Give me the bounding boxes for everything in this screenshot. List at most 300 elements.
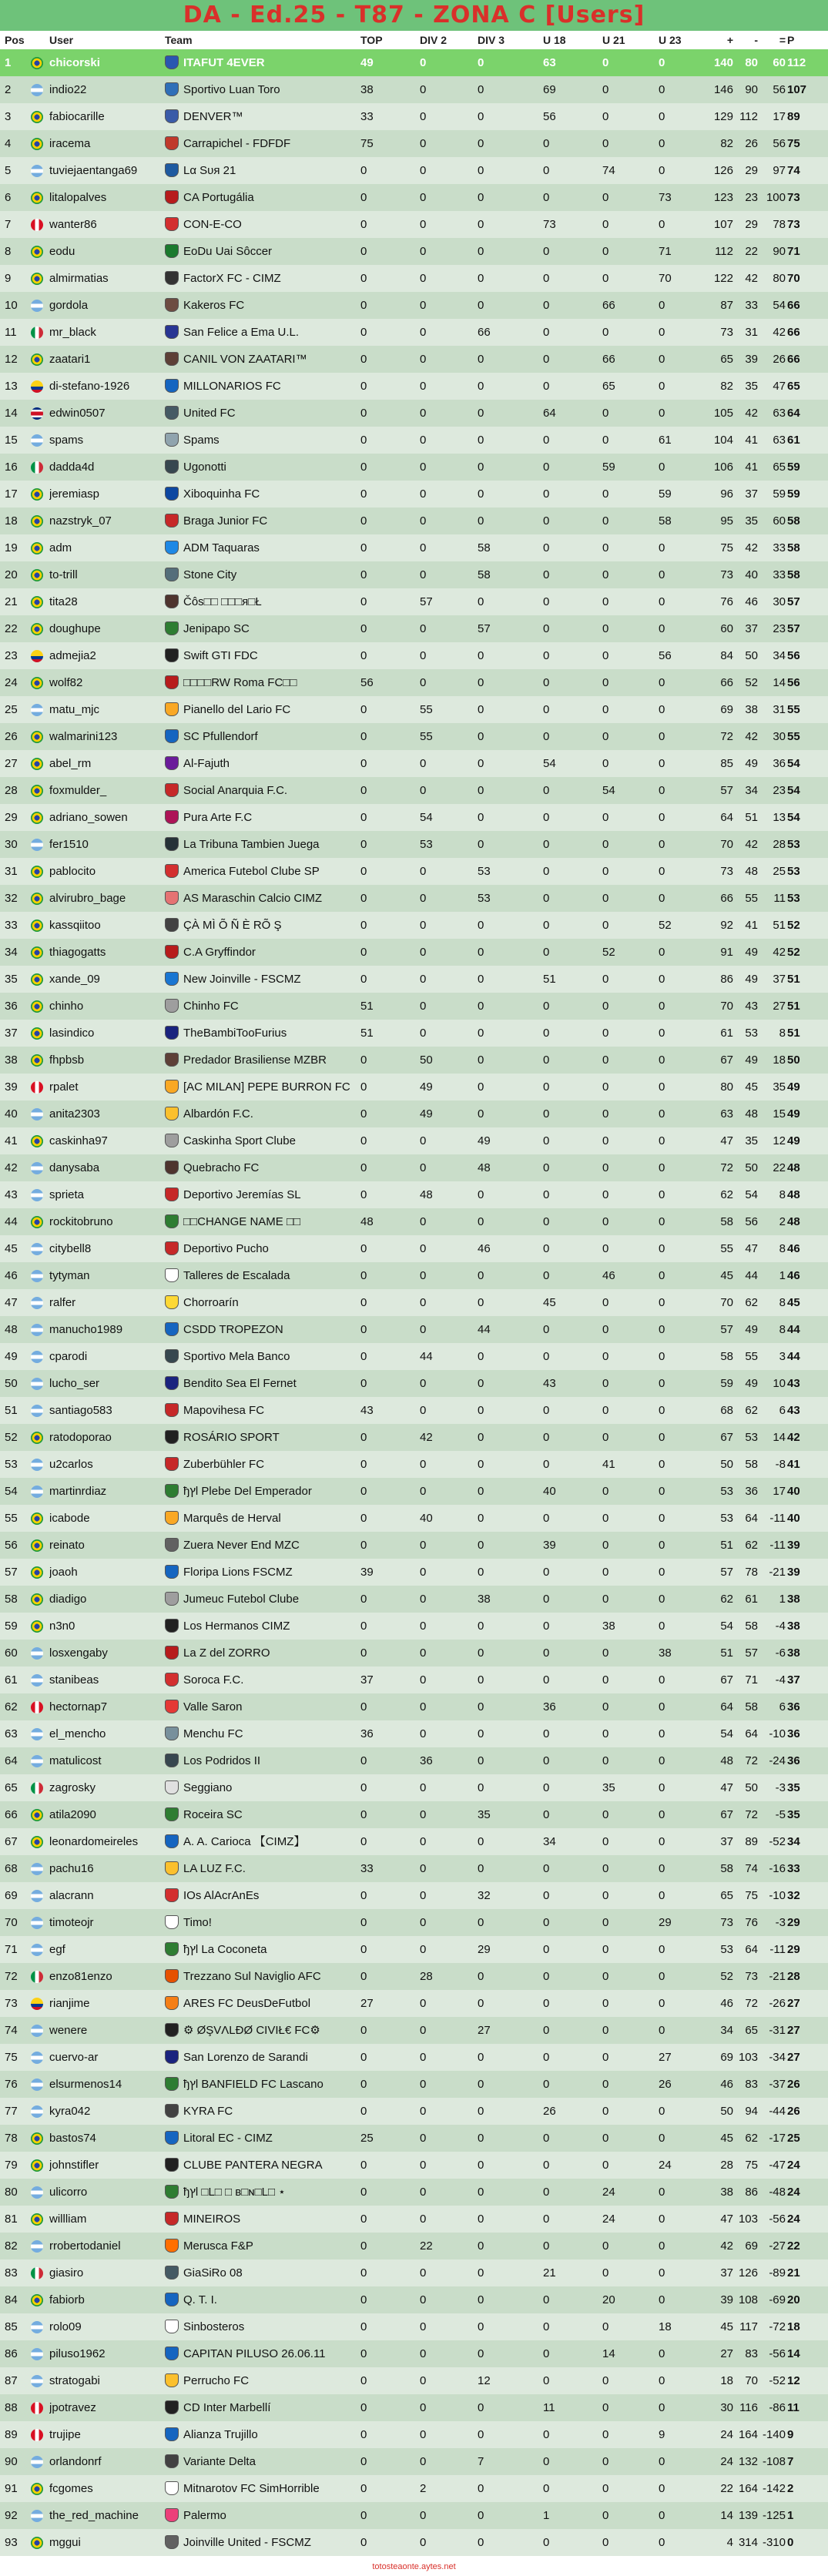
team-cell[interactable] [165, 2286, 357, 2313]
team-cell[interactable] [165, 912, 357, 939]
user-name[interactable]: rrobertodaniel [49, 2239, 121, 2253]
user-name[interactable]: tuviejaentanga69 [49, 164, 138, 177]
user-name[interactable]: cparodi [49, 1350, 88, 1363]
row-position: 49 [5, 1350, 18, 1363]
user-name[interactable]: indio22 [49, 83, 87, 96]
user-name[interactable]: elsurmenos14 [49, 2078, 122, 2091]
u23-score: 0 [659, 1566, 665, 1579]
team-cell[interactable] [165, 1127, 357, 1154]
user-name[interactable]: ralfer [49, 1296, 76, 1309]
u21-score: 0 [602, 919, 609, 932]
flag-cell [31, 1074, 48, 1100]
user-name[interactable]: diadigo [49, 1593, 87, 1606]
user-name[interactable]: losxengaby [49, 1646, 108, 1660]
top-score: 0 [360, 568, 367, 581]
points: 112 [787, 56, 806, 69]
div2-score: 0 [420, 1889, 427, 1902]
team-cell[interactable] [165, 481, 357, 507]
user-name[interactable]: fhpbsb [49, 1054, 85, 1067]
user-name[interactable]: atila2090 [49, 1808, 96, 1821]
top-score: 0 [360, 1296, 367, 1309]
team-cell[interactable] [165, 49, 357, 76]
user-name[interactable]: foxmulder_ [49, 784, 107, 797]
u18-score: 63 [543, 56, 556, 69]
team-cell[interactable] [165, 2044, 357, 2071]
team-cell[interactable] [165, 2152, 357, 2179]
team-crest-icon [165, 298, 179, 312]
goals-for: 76 [720, 595, 733, 608]
u23-score: 0 [659, 1269, 665, 1282]
user-name[interactable]: fcgomes [49, 2482, 93, 2495]
flag-cell [31, 2475, 48, 2502]
user-name[interactable]: di-stefano-1926 [49, 380, 130, 393]
div2-score: 0 [420, 2159, 427, 2172]
user-name[interactable]: citybell8 [49, 1242, 92, 1255]
row-position: 62 [5, 1700, 18, 1713]
goals-against: 42 [745, 407, 758, 420]
team-crest-icon [165, 1969, 179, 1983]
top-score: 0 [360, 1916, 367, 1929]
user-name[interactable]: rockitobruno [49, 1215, 113, 1228]
user-name[interactable]: almirmatias [49, 272, 109, 285]
team-cell[interactable] [165, 2071, 357, 2098]
team-cell[interactable] [165, 1855, 357, 1882]
team-cell[interactable] [165, 2017, 357, 2044]
goals-against: 76 [745, 1916, 758, 1929]
user-name[interactable]: martinrdiaz [49, 1485, 107, 1498]
team-cell[interactable] [165, 1316, 357, 1343]
team-cell[interactable] [165, 1208, 357, 1235]
user-name[interactable]: thiagogatts [49, 946, 106, 959]
team-cell[interactable] [165, 1047, 357, 1074]
flag-cell [31, 1882, 48, 1909]
flag-br-icon [31, 569, 43, 581]
user-name[interactable]: adriano_sowen [49, 811, 128, 824]
u18-score: 51 [543, 973, 556, 986]
div3-score: 0 [478, 2132, 484, 2145]
user-name[interactable]: el_mencho [49, 1727, 106, 1740]
team-cell[interactable] [165, 211, 357, 238]
team-cell[interactable] [165, 1370, 357, 1397]
user-name[interactable]: wanter86 [49, 218, 97, 231]
team-cell[interactable] [165, 561, 357, 588]
team-cell[interactable] [165, 2475, 357, 2502]
goals-for: 52 [720, 1970, 733, 1983]
user-name[interactable]: dadda4d [49, 461, 95, 474]
team-cell[interactable] [165, 103, 357, 130]
user-name[interactable]: kyra042 [49, 2105, 91, 2118]
team-cell[interactable] [165, 2179, 357, 2206]
row-position: 3 [5, 110, 12, 123]
flag-cell [31, 1289, 48, 1316]
user-name[interactable]: ratodoporao [49, 1431, 112, 1444]
user-name[interactable]: adm [49, 541, 72, 554]
team-cell[interactable] [165, 1801, 357, 1828]
team-cell[interactable] [165, 2233, 357, 2259]
user-name[interactable]: danysaba [49, 1161, 100, 1174]
team-cell[interactable] [165, 1451, 357, 1478]
points: 54 [787, 811, 800, 824]
team-cell[interactable] [165, 1020, 357, 1047]
user-name[interactable]: chinho [49, 1000, 84, 1013]
team-cell[interactable] [165, 292, 357, 319]
team-cell[interactable] [165, 265, 357, 292]
goal-diff: -142 [762, 2482, 786, 2495]
team-cell[interactable] [165, 2098, 357, 2125]
user-name[interactable]: timoteojr [49, 1916, 94, 1929]
user-name[interactable]: admejia2 [49, 649, 96, 662]
user-name[interactable]: wenere [49, 2024, 88, 2037]
user-name[interactable]: fabiocarille [49, 110, 105, 123]
flag-br-icon [31, 1836, 43, 1848]
u23-score: 61 [659, 434, 672, 447]
team-cell[interactable] [165, 1289, 357, 1316]
team-cell[interactable] [165, 2421, 357, 2448]
u23-score: 0 [659, 2105, 665, 2118]
user-name[interactable]: pachu16 [49, 1862, 94, 1875]
team-cell[interactable] [165, 346, 357, 373]
div2-score: 0 [420, 1458, 427, 1471]
points: 54 [787, 757, 800, 770]
team-name: Los Hermanos CIMZ [183, 1620, 290, 1633]
div3-score: 0 [478, 2293, 484, 2306]
team-cell[interactable] [165, 858, 357, 885]
user-name[interactable]: kassqiitoo [49, 919, 101, 932]
team-cell[interactable] [165, 1424, 357, 1451]
team-cell[interactable] [165, 885, 357, 912]
goal-diff: -48 [769, 2186, 786, 2199]
u18-score: 0 [543, 784, 550, 797]
team-name: ITAFUT 4EVER [183, 56, 265, 69]
user-name[interactable]: stratogabi [49, 2374, 100, 2387]
user-name[interactable]: doughupe [49, 622, 101, 635]
user-name[interactable]: bastos74 [49, 2132, 96, 2145]
user-name[interactable]: matulicost [49, 1754, 102, 1767]
goals-for: 46 [720, 2078, 733, 2091]
team-cell[interactable] [165, 588, 357, 615]
team-cell[interactable] [165, 1100, 357, 1127]
team-cell[interactable] [165, 993, 357, 1020]
user-name[interactable]: leonardomeireles [49, 1835, 139, 1848]
user-name[interactable]: fabiorb [49, 2293, 85, 2306]
u23-score: 0 [659, 703, 665, 716]
team-cell[interactable] [165, 184, 357, 211]
user-name[interactable]: edwin0507 [49, 407, 106, 420]
team-cell[interactable] [165, 1990, 357, 2017]
flag-ar-icon [31, 1324, 43, 1336]
user-name[interactable]: hectornap7 [49, 1700, 108, 1713]
table-row [0, 1882, 828, 1909]
team-cell[interactable] [165, 373, 357, 400]
team-name: La Tribuna Tambien Juega [183, 838, 320, 851]
team-cell[interactable] [165, 2206, 357, 2233]
u18-score: 0 [543, 487, 550, 501]
user-name[interactable]: abel_rm [49, 757, 92, 770]
team-cell[interactable] [165, 507, 357, 534]
user-name[interactable]: rianjime [49, 1997, 90, 2010]
team-cell[interactable] [165, 750, 357, 777]
goals-for: 47 [720, 1781, 733, 1794]
goals-against: 42 [745, 272, 758, 285]
team-cell[interactable] [165, 2502, 357, 2529]
u23-score: 0 [659, 1512, 665, 1525]
team-cell[interactable] [165, 2125, 357, 2152]
row-position: 89 [5, 2428, 18, 2441]
user-name[interactable]: joaoh [49, 1566, 78, 1579]
top-score: 0 [360, 1808, 367, 1821]
team-cell[interactable] [165, 2529, 357, 2556]
goals-for: 65 [720, 1889, 733, 1902]
user-name[interactable]: matu_mjc [49, 703, 100, 716]
team-cell[interactable] [165, 1640, 357, 1667]
user-name[interactable]: icabode [49, 1512, 90, 1525]
user-name[interactable]: zaatari1 [49, 353, 91, 366]
team-cell[interactable] [165, 1262, 357, 1289]
flag-br-icon [31, 2537, 43, 2549]
team-cell[interactable] [165, 238, 357, 265]
user-name[interactable]: orlandonrf [49, 2455, 102, 2468]
top-score: 0 [360, 784, 367, 797]
team-cell[interactable] [165, 777, 357, 804]
team-name: Pura Arte F.C [183, 811, 253, 824]
team-cell[interactable] [165, 2367, 357, 2394]
user-name[interactable]: the_red_machine [49, 2509, 139, 2522]
user-name[interactable]: piluso1962 [49, 2347, 106, 2360]
row-position: 74 [5, 2024, 18, 2037]
flag-ar-icon [31, 2025, 43, 2037]
team-cell[interactable] [165, 1882, 357, 1909]
user-name[interactable]: enzo81enzo [49, 1970, 112, 1983]
top-score: 0 [360, 1512, 367, 1525]
row-position: 51 [5, 1404, 18, 1417]
user-name[interactable]: trujipe [49, 2428, 81, 2441]
user-name[interactable]: giasiro [49, 2266, 84, 2280]
u21-score: 0 [602, 1727, 609, 1740]
points: 54 [787, 784, 800, 797]
team-name: Variante Delta [183, 2455, 256, 2468]
team-cell[interactable] [165, 2394, 357, 2421]
user-name[interactable]: wolf82 [49, 676, 83, 689]
user-name[interactable]: zagrosky [49, 1781, 96, 1794]
user-name[interactable]: jeremiasp [49, 487, 100, 501]
team-cell[interactable] [165, 1613, 357, 1640]
goal-diff: -69 [769, 2293, 786, 2306]
u18-score: 0 [543, 1350, 550, 1363]
team-cell[interactable] [165, 696, 357, 723]
top-score: 0 [360, 595, 367, 608]
team-cell[interactable] [165, 454, 357, 481]
row-position: 50 [5, 1377, 18, 1390]
table-row [0, 750, 828, 777]
goals-for: 122 [713, 272, 733, 285]
u23-score: 0 [659, 2266, 665, 2280]
team-cell[interactable] [165, 130, 357, 157]
table-row [0, 184, 828, 211]
team-cell[interactable] [165, 76, 357, 103]
user-name[interactable]: ulicorro [49, 2186, 88, 2199]
u18-score: 0 [543, 1404, 550, 1417]
team-cell[interactable] [165, 1747, 357, 1774]
team-cell[interactable] [165, 831, 357, 858]
user-name[interactable]: xande_09 [49, 973, 100, 986]
goal-diff: 8 [779, 1323, 786, 1336]
points: 65 [787, 380, 800, 393]
user-name[interactable]: to-trill [49, 568, 78, 581]
user-name[interactable]: jpotravez [49, 2401, 96, 2414]
user-name[interactable]: anita2303 [49, 1107, 100, 1121]
team-crest-icon [165, 621, 179, 635]
u23-score: 0 [659, 865, 665, 878]
team-cell[interactable] [165, 2259, 357, 2286]
team-cell[interactable] [165, 1532, 357, 1559]
u23-score: 0 [659, 2293, 665, 2306]
team-cell[interactable] [165, 2448, 357, 2475]
team-cell[interactable] [165, 1909, 357, 1936]
team-cell[interactable] [165, 157, 357, 184]
u23-score: 0 [659, 353, 665, 366]
team-cell[interactable] [165, 1667, 357, 1693]
flag-cell [31, 157, 48, 184]
team-name: Albardón F.C. [183, 1107, 253, 1121]
user-name[interactable]: egf [49, 1943, 65, 1956]
team-cell[interactable] [165, 1586, 357, 1613]
table-row [0, 777, 828, 804]
team-crest-icon [165, 675, 179, 689]
user-name[interactable]: caskinha97 [49, 1134, 108, 1147]
user-name[interactable]: alvirubro_bage [49, 892, 126, 905]
points: 73 [787, 218, 800, 231]
user-name[interactable]: reinato [49, 1539, 85, 1552]
user-name[interactable]: spams [49, 434, 84, 447]
div3-score: 0 [478, 1431, 484, 1444]
team-cell[interactable] [165, 669, 357, 696]
goal-diff: -6 [775, 1646, 786, 1660]
user-name[interactable]: lasindico [49, 1027, 95, 1040]
team-cell[interactable] [165, 1559, 357, 1586]
team-cell[interactable] [165, 1936, 357, 1963]
user-name[interactable]: johnstifler [49, 2159, 99, 2172]
table-header [0, 31, 828, 49]
flag-pe-icon [31, 2402, 43, 2414]
user-name[interactable]: iracema [49, 137, 91, 150]
top-score: 0 [360, 2239, 367, 2253]
user-name[interactable]: sprieta [49, 1188, 85, 1201]
goal-diff: 35 [773, 1080, 786, 1094]
u23-score: 0 [659, 2509, 665, 2522]
user-name[interactable]: nazstryk_07 [49, 514, 112, 528]
goals-against: 31 [745, 326, 758, 339]
user-name[interactable]: mr_black [49, 326, 96, 339]
top-score: 0 [360, 946, 367, 959]
goals-against: 41 [745, 461, 758, 474]
team-crest-icon [165, 2239, 179, 2253]
user-name[interactable]: eodu [49, 245, 75, 258]
goal-diff: -47 [769, 2159, 786, 2172]
user-name[interactable]: rolo09 [49, 2320, 82, 2333]
user-name[interactable]: willliam [49, 2213, 87, 2226]
team-cell[interactable] [165, 1154, 357, 1181]
div2-score: 53 [420, 838, 433, 851]
user-name[interactable]: tita28 [49, 595, 78, 608]
team-cell[interactable] [165, 1478, 357, 1505]
user-name[interactable]: lucho_ser [49, 1377, 100, 1390]
user-name[interactable]: n3n0 [49, 1620, 75, 1633]
team-cell[interactable] [165, 2340, 357, 2367]
team-cell[interactable] [165, 400, 357, 427]
user-name[interactable]: walmarini123 [49, 730, 118, 743]
top-score: 0 [360, 2509, 367, 2522]
team-cell[interactable] [165, 1181, 357, 1208]
u18-score: 0 [543, 1000, 550, 1013]
div2-score: 0 [420, 2266, 427, 2280]
team-cell[interactable] [165, 1774, 357, 1801]
points: 43 [787, 1377, 800, 1390]
user-name[interactable]: chicorski [49, 56, 100, 69]
user-name[interactable]: tytyman [49, 1269, 90, 1282]
team-name: Xiboquinha FC [183, 487, 260, 501]
points: 2 [787, 2482, 794, 2495]
flag-ar-icon [31, 1189, 43, 1201]
u23-score: 0 [659, 1054, 665, 1067]
team-cell[interactable] [165, 1235, 357, 1262]
goals-against: 49 [745, 1054, 758, 1067]
u21-score: 0 [602, 2159, 609, 2172]
user-name[interactable]: alacrann [49, 1889, 94, 1902]
team-cell[interactable] [165, 534, 357, 561]
u18-score: 56 [543, 110, 556, 123]
user-name[interactable]: fer1510 [49, 838, 89, 851]
goals-for: 38 [720, 2186, 733, 2199]
team-cell[interactable] [165, 1343, 357, 1370]
u23-score: 0 [659, 2455, 665, 2468]
team-cell[interactable] [165, 2313, 357, 2340]
user-name[interactable]: u2carlos [49, 1458, 93, 1471]
team-cell[interactable] [165, 1828, 357, 1855]
team-cell[interactable] [165, 966, 357, 993]
user-name[interactable]: stanibeas [49, 1673, 99, 1687]
user-name[interactable]: mggui [49, 2536, 81, 2549]
user-name[interactable]: rpalet [49, 1080, 79, 1094]
team-cell[interactable] [165, 615, 357, 642]
team-cell[interactable] [165, 1074, 357, 1100]
team-cell[interactable] [165, 1505, 357, 1532]
u18-score: 0 [543, 676, 550, 689]
team-cell[interactable] [165, 1963, 357, 1990]
user-name[interactable]: litalopalves [49, 191, 107, 204]
team-cell[interactable] [165, 427, 357, 454]
team-cell[interactable] [165, 939, 357, 966]
flag-ar-icon [31, 434, 43, 447]
user-name[interactable]: gordola [49, 299, 89, 312]
team-cell[interactable] [165, 723, 357, 750]
team-cell[interactable] [165, 1397, 357, 1424]
team-cell[interactable] [165, 319, 357, 346]
row-position: 56 [5, 1539, 18, 1552]
goals-against: 50 [745, 1161, 758, 1174]
team-cell[interactable] [165, 804, 357, 831]
team-cell[interactable] [165, 1693, 357, 1720]
team-crest-icon [165, 379, 179, 393]
team-cell[interactable] [165, 1720, 357, 1747]
team-cell[interactable] [165, 642, 357, 669]
div3-score: 0 [478, 1997, 484, 2010]
u18-score: 0 [543, 434, 550, 447]
user-name[interactable]: pablocito [49, 865, 96, 878]
user-name[interactable]: cuervo-ar [49, 2051, 99, 2064]
user-name[interactable]: manucho1989 [49, 1323, 123, 1336]
user-name[interactable]: santiago583 [49, 1404, 112, 1417]
goals-against: 35 [745, 1134, 758, 1147]
